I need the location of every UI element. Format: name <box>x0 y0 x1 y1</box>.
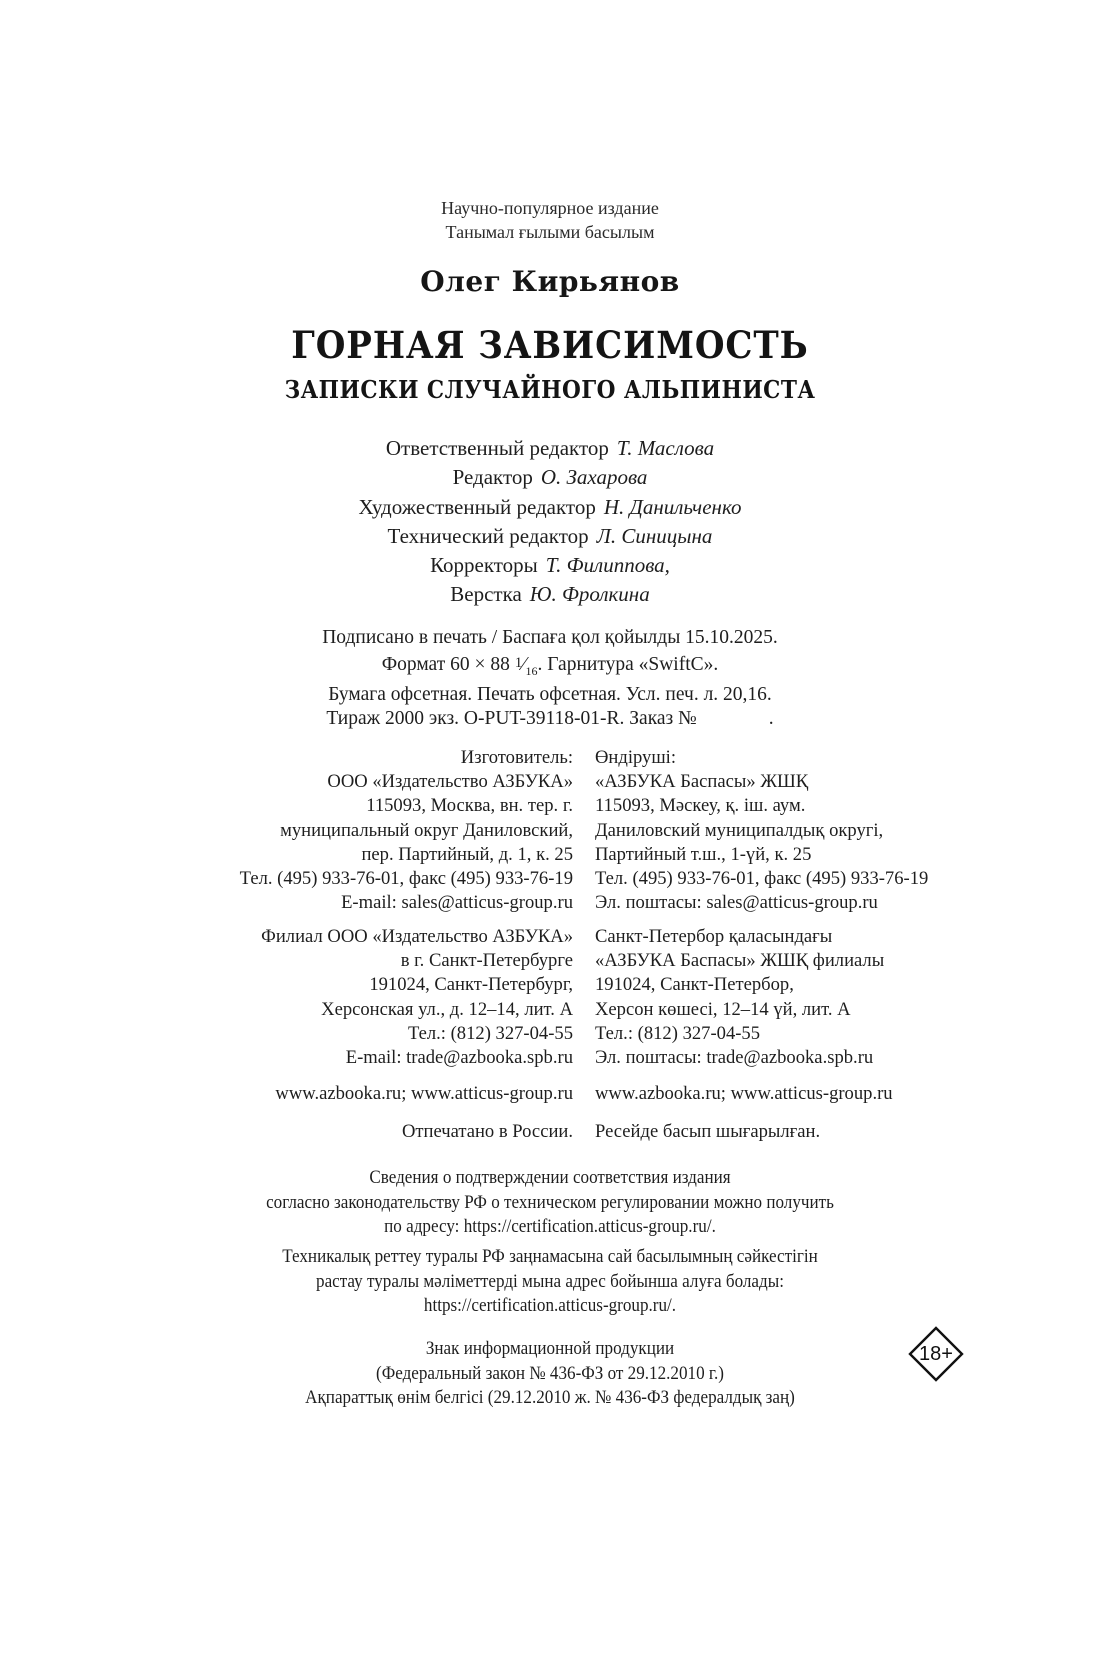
credit-person: Ю. Фролкина <box>529 582 650 607</box>
branch-kz-line: Тел.: (812) 327-04-55 <box>595 1022 761 1044</box>
format-fraction-denominator: 16 <box>525 663 538 678</box>
genre-label <box>0 196 1100 244</box>
branch-kz-line: 191024, Санкт-Петербор, <box>595 974 794 996</box>
certification-kz-line: https://certification.atticus-group.ru/. <box>423 1295 677 1316</box>
book-subtitle: ЗАПИСКИ СЛУЧАЙНОГО АЛЬПИНИСТА <box>284 375 816 404</box>
credit-line <box>0 580 1100 609</box>
manufacturer-ru-line: Изготовитель: <box>460 747 573 768</box>
manufacturer-kz-line: Партийный т.ш., 1-үй, к. 25 <box>595 843 812 865</box>
branch-kz-email: Эл. поштасы: trade@azbooka.spb.ru <box>595 1047 874 1069</box>
manufacturer-ru-line: пер. Партийный, д. 1, к. 25 <box>361 843 573 865</box>
credit-person: Н. Данильченко <box>603 494 742 519</box>
certification-ru-line: Сведения о подтверждении соответствия издания <box>369 1167 731 1188</box>
branch-kz-line: Херсон көшесі, 12–14 үй, лит. А <box>595 998 851 1020</box>
genre-kz: Танымал ғылыми басылым <box>445 222 655 242</box>
certification-ru-line: по адресу: https://certification.atticus-group.ru/. <box>384 1216 716 1237</box>
format-suffix: . Гарнитура «SwiftC». <box>537 653 719 675</box>
certification-kz-line: Техникалық реттеу туралы РФ заңнамасына сай басылымның сәйкестігін <box>282 1246 818 1267</box>
branch-kz <box>595 925 884 1070</box>
age-rating-line: Ақпараттық өнім белгісі (29.12.2010 ж. № 436-ФЗ федералдық заң) <box>305 1387 795 1408</box>
certification-ru <box>55 1166 1045 1240</box>
printed-in-ru-text: Отпечатано в России. <box>401 1121 573 1142</box>
branch-kz-line: Санкт-Петербор қаласындағы <box>595 926 833 947</box>
credit-role: Художественный редактор <box>358 494 596 519</box>
websites-ru-text: www.azbooka.ru; www.atticus-group.ru <box>275 1083 573 1104</box>
printed-in-kz-text: Ресейде басып шығарылған. <box>595 1121 821 1142</box>
manufacturer-kz-email: Эл. поштасы: sales@atticus-group.ru <box>595 892 878 914</box>
format-prefix: Формат 60 × 88 <box>381 653 515 675</box>
branch-ru-line: в г. Санкт-Петербурге <box>400 950 573 972</box>
credit-line <box>0 551 1100 580</box>
manufacturer-ru-line: муниципальный округ Даниловский, <box>280 819 573 841</box>
branch-ru-line: Тел.: (812) 327-04-55 <box>407 1022 573 1044</box>
credit-person: Л. Синицына <box>596 523 713 548</box>
branch-ru <box>261 925 573 1070</box>
genre-ru: Научно-популярное издание <box>441 198 659 218</box>
credit-role: Редактор <box>452 465 533 490</box>
manufacturer-kz-line: Даниловский муниципалдық округі, <box>595 819 884 841</box>
printed-in-kz <box>595 1120 820 1144</box>
signed-to-print: Подписано в печать / Баспаға қол қойылды 15.10.2025. <box>322 627 778 648</box>
format-line: Формат 60 × 88 $1⁄_{16}$. Гарнитура «SwiftC». <box>381 653 719 678</box>
age-rating-line: (Федеральный закон № 436-ФЗ от 29.12.2010 г.) <box>376 1362 724 1384</box>
manufacturer-kz <box>595 746 928 915</box>
paper-line: Бумага офсетная. Печать офсетная. Усл. печ. л. 20,16. <box>328 683 772 705</box>
certification-kz <box>55 1245 1045 1319</box>
websites-kz <box>595 1082 893 1106</box>
websites-kz-text: www.azbooka.ru; www.atticus-group.ru <box>595 1083 893 1104</box>
branch-ru-line: Филиал ООО «Издательство АЗБУКА» <box>261 926 573 947</box>
book-title: ГОРНАЯ ЗАВИСИМОСТЬ <box>291 323 809 367</box>
credit-person: Т. Маслова <box>616 436 715 460</box>
manufacturer-ru-email: E-mail: sales@atticus-group.ru <box>341 892 573 914</box>
imprint-details <box>0 626 1100 732</box>
author-name: Олег Кирьянов <box>420 265 680 298</box>
age-rating-text <box>55 1337 1045 1411</box>
websites-ru <box>275 1082 573 1106</box>
credit-line <box>0 493 1100 522</box>
manufacturer-ru <box>240 746 573 915</box>
branch-ru-email: E-mail: trade@azbooka.spb.ru <box>345 1047 573 1069</box>
certification-ru-line: согласно законодательству РФ о техническом регулировании можно получить <box>266 1191 834 1213</box>
credit-role: Технический редактор <box>387 523 589 548</box>
printed-in-ru <box>402 1120 573 1144</box>
manufacturer-ru-line: Тел. (495) 933-76-01, факс (495) 933-76-19 <box>239 868 573 890</box>
format-fraction-numerator: 1 <box>514 654 523 671</box>
credit-role: Ответственный редактор <box>385 436 609 460</box>
manufacturer-kz-line: «АЗБУКА Баспасы» ЖШҚ <box>595 771 809 793</box>
branch-ru-line: Херсонская ул., д. 12–14, лит. А <box>321 998 573 1020</box>
certification-kz-line: растау туралы мәліметтерді мына адрес бойынша алуға болады: <box>316 1270 784 1292</box>
manufacturer-ru-line: 115093, Москва, вн. тер. г. <box>366 795 573 817</box>
credit-person: О. Захарова <box>540 465 648 490</box>
age-rating-badge <box>908 1326 964 1382</box>
branch-kz-line: «АЗБУКА Баспасы» ЖШҚ филиалы <box>595 950 885 972</box>
order-end: . <box>768 708 774 730</box>
age-rating-label: 18+ <box>919 1343 953 1365</box>
credit-line <box>0 463 1100 492</box>
credit-line <box>0 522 1100 551</box>
print-run-line <box>0 707 1100 732</box>
manufacturer-kz-line: 115093, Мәскеу, қ. іш. аум. <box>595 795 806 817</box>
print-run-text: Тираж 2000 экз. O-PUT-39118-01-R. Заказ № <box>326 708 697 730</box>
credits-list <box>0 434 1100 610</box>
credit-role: Верстка <box>450 582 522 607</box>
branch-ru-line: 191024, Санкт-Петербург, <box>369 974 573 996</box>
credit-person: Т. Филиппова, <box>545 553 670 578</box>
credit-line <box>0 434 1100 463</box>
manufacturer-kz-line: Өндіруші: <box>595 747 677 768</box>
manufacturer-kz-line: Тел. (495) 933-76-01, факс (495) 933-76-19 <box>595 868 929 890</box>
manufacturer-ru-line: ООО «Издательство АЗБУКА» <box>327 771 573 793</box>
credit-role: Корректоры <box>430 553 538 578</box>
age-rating-line: Знак информационной продукции <box>425 1338 675 1359</box>
